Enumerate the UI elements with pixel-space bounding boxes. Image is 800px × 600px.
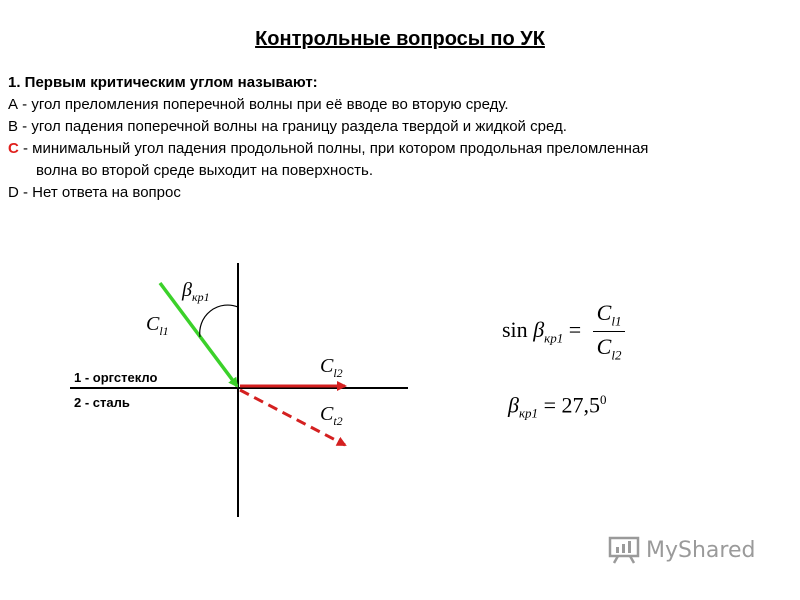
watermark-text: MyShared: [646, 537, 756, 563]
den-c: C: [596, 334, 612, 360]
cl1-label: [146, 313, 169, 339]
question-block: [8, 72, 788, 204]
option-c-text-2: волна во второй среде выходит на поверхность.: [36, 162, 374, 179]
formula1-numerator: [593, 300, 626, 332]
medium-2-label: 2 - сталь: [74, 395, 130, 410]
option-a: А - угол преломления поперечной волны при её вводе во вторую среду.: [8, 96, 509, 113]
question-heading: 1. Первым критическим углом называют:: [8, 74, 318, 91]
snell-formula: [502, 300, 625, 364]
cl2-label: [320, 355, 343, 381]
cl2-sub: l2: [333, 366, 343, 380]
den-sub: l2: [611, 347, 622, 363]
angle-arc: [200, 305, 238, 337]
formula1-fraction: [593, 300, 626, 364]
option-d: D - Нет ответа на вопрос: [8, 184, 181, 201]
option-b: В - угол падения поперечной волны на границу раздела твердой и жидкой сред.: [8, 118, 567, 135]
watermark: [608, 536, 755, 564]
beta-sub: кр1: [191, 290, 210, 304]
slide-title: Контрольные вопросы по УК: [255, 28, 545, 50]
option-c: [8, 138, 788, 160]
medium-1-label: 1 - оргстекло: [74, 370, 158, 385]
ct2-sub: t2: [333, 414, 343, 428]
cl2-symbol: C: [320, 355, 334, 377]
ct2-symbol: C: [320, 403, 334, 425]
cl1-sub: l1: [159, 324, 169, 338]
sin-func: sin: [502, 316, 528, 342]
num-sub: l1: [611, 313, 622, 329]
formula2-beta-sub: кр1: [518, 405, 539, 421]
formula1-eq: =: [568, 316, 582, 342]
presentation-icon: [608, 536, 640, 564]
formula1-beta-sub: кр1: [544, 330, 564, 346]
diagram-svg: [60, 255, 420, 525]
option-c-letter: С: [8, 140, 19, 157]
option-c-text-1: - минимальный угол падения продольной полны, при котором продольная преломленная: [18, 140, 649, 157]
ct2-label: [320, 403, 343, 429]
cl1-symbol: C: [146, 313, 160, 335]
beta-symbol: β: [182, 279, 192, 301]
formula1-beta: β: [533, 316, 545, 342]
formula2-beta: β: [508, 392, 519, 418]
angle-result: [508, 392, 606, 422]
formula1-denominator: [593, 332, 626, 363]
formula2-degree: 0: [599, 392, 607, 407]
formula2-value: = 27,5: [538, 392, 600, 418]
refraction-diagram: [60, 255, 420, 525]
num-c: C: [596, 300, 612, 325]
beta-critical-label: [182, 279, 210, 305]
